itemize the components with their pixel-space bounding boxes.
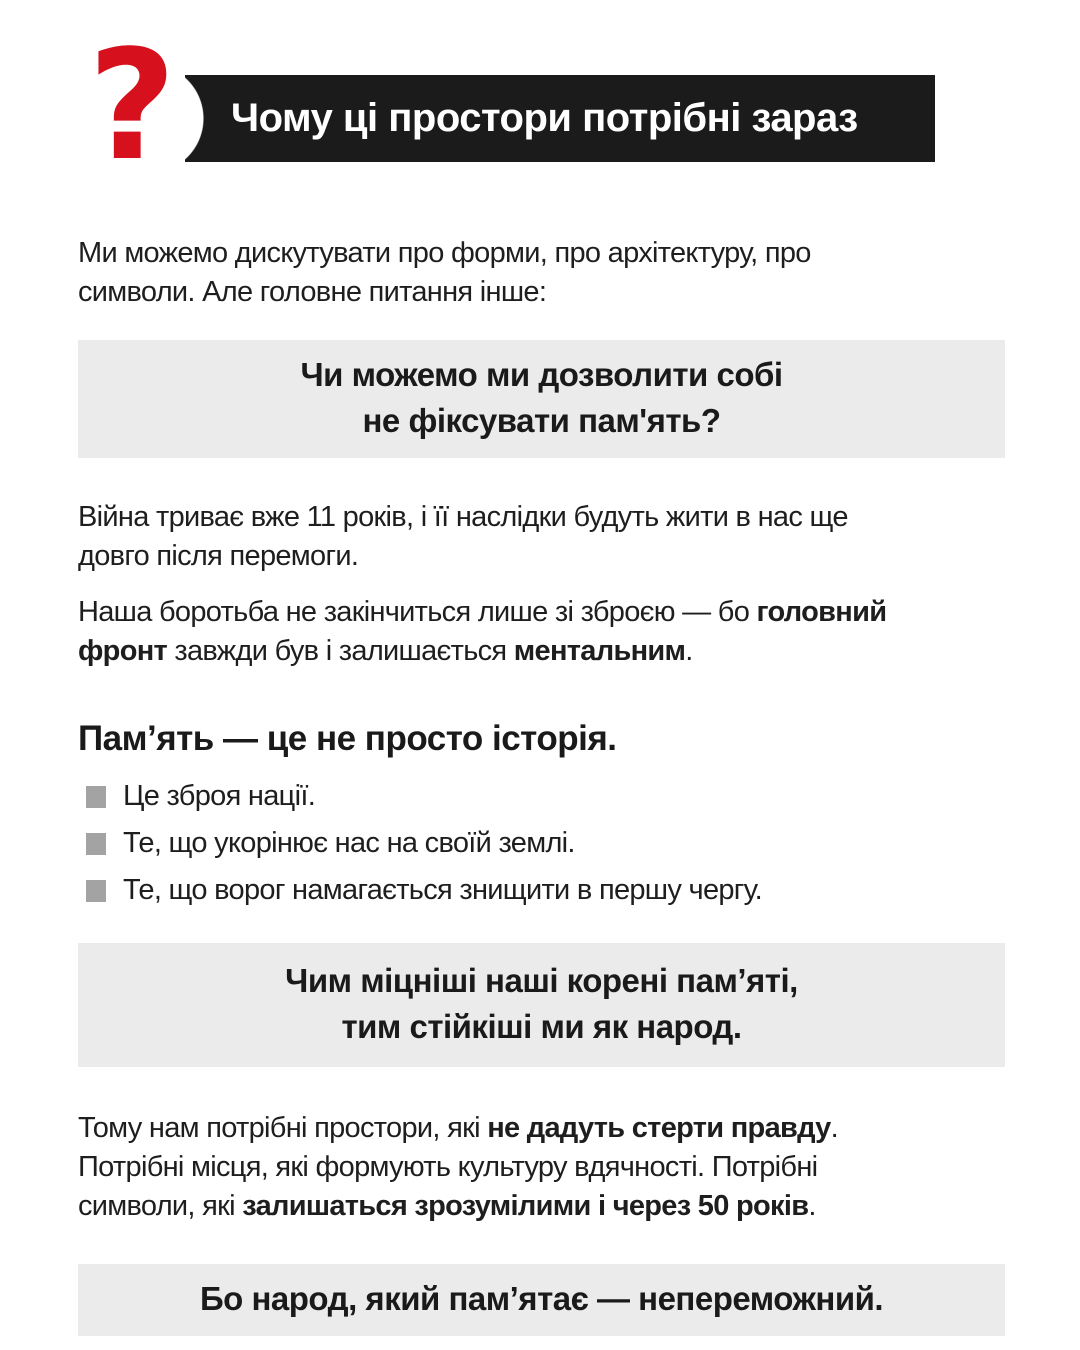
war-paragraph: Війна триває вже 11 років, і її наслідки будуть жити в нас ще довго після перемоги.	[78, 501, 848, 572]
highlight-box-question	[78, 340, 1005, 458]
bullet-square-icon	[86, 786, 106, 808]
header	[0, 0, 1080, 198]
question-mark-icon: ?	[88, 17, 177, 194]
bullet-square-icon	[86, 833, 106, 855]
intro-paragraph: Ми можемо дискутувати про форми, про архітектуру, про символи. Але головне питання інше:	[78, 237, 811, 308]
highlight-question-text	[88, 352, 995, 444]
highlight-box-roots	[78, 943, 1005, 1067]
highlight-question-line2: не фіксувати пам'ять?	[362, 402, 721, 439]
list-item-label: Те, що ворог намагається знищити в першу чергу.	[123, 874, 762, 906]
highlight-roots-line2: тим стійкіші ми як народ.	[341, 1008, 742, 1045]
fight-paragraph: Наша боротьба не закінчиться лише зі зброєю — бо головний фронт завжди був і залишається ментальним.	[78, 596, 887, 667]
highlight-roots-text	[88, 958, 995, 1050]
list-item	[86, 777, 1005, 815]
page-title: Чому ці простори потрібні зараз	[231, 96, 858, 140]
highlight-roots-line1: Чим міцніші наші корені пам’яті,	[285, 962, 798, 999]
highlight-final-text: Бо народ, який пам’ятає — непереможний.	[199, 1280, 884, 1317]
memory-list	[78, 777, 1005, 909]
content	[0, 234, 1080, 1336]
need-paragraph: Тому нам потрібні простори, які не дадуть стерти правду. Потрібні місця, які формують культуру вдячності. Потрібні символи, які залишаться зрозумілими і через 50 років.	[78, 1112, 838, 1222]
memory-heading: Пам’ять — це не просто історія.	[78, 719, 617, 758]
list-item	[86, 871, 1005, 909]
title-banner	[185, 75, 935, 162]
list-item	[86, 824, 1005, 862]
highlight-question-line1: Чи можемо ми дозволити собі	[300, 356, 783, 393]
list-item-label: Те, що укорінює нас на своїй землі.	[123, 827, 575, 859]
bullet-square-icon	[86, 880, 106, 902]
list-item-label: Це зброя нації.	[123, 780, 316, 812]
highlight-box-final	[78, 1264, 1005, 1336]
